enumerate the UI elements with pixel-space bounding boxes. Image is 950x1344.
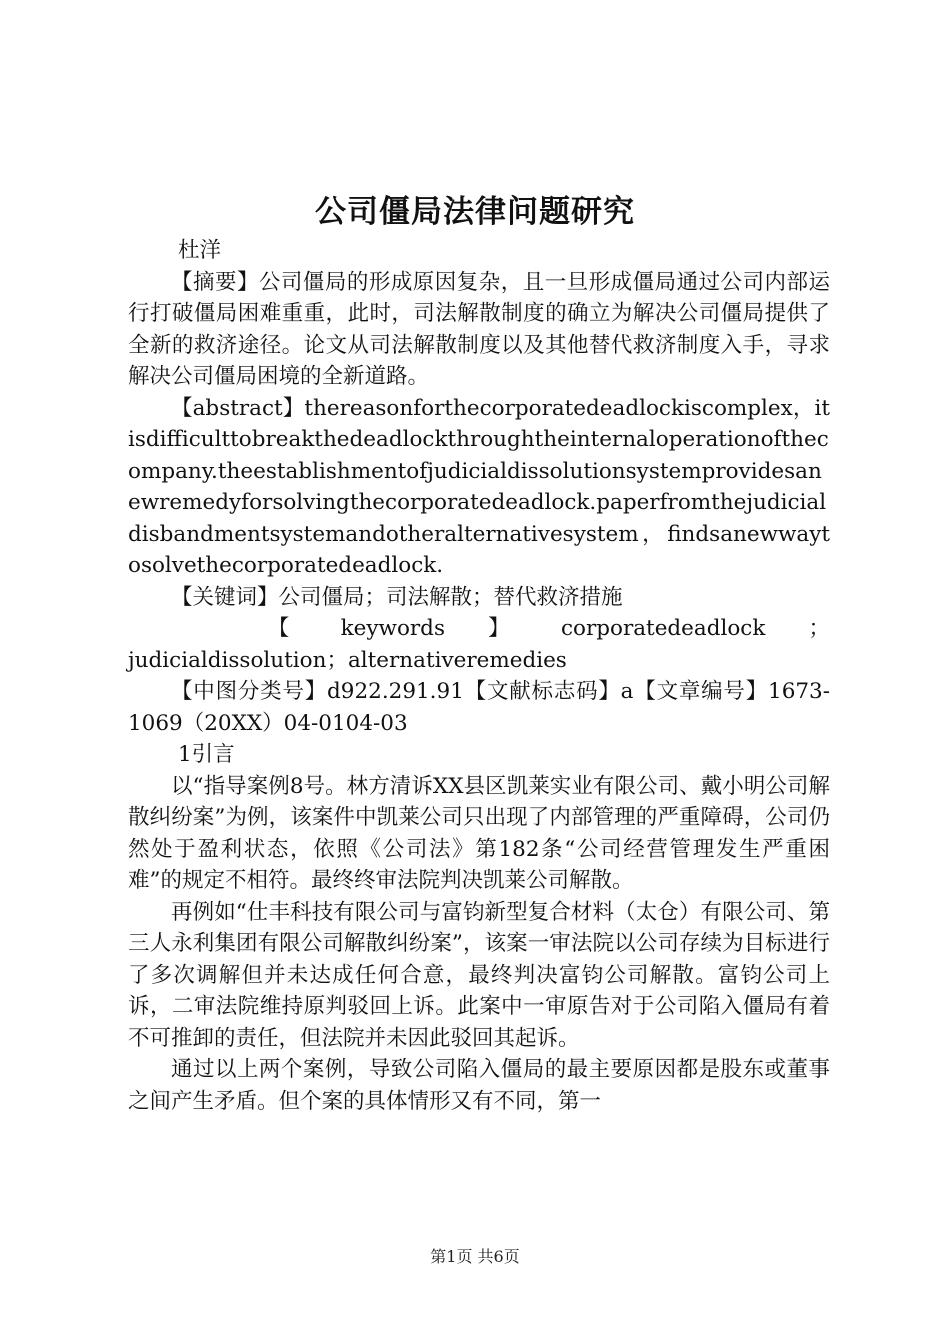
abstract-chinese: 【摘要】公司僵局的形成原因复杂，且一旦形成僵局通过公司内部运行打破僵局困难重重，此时，司法解散制度的确立为解决公司僵局提供了全新的救济途径。论文从司法解散制度以及其他替代救济制度入手，寻求解决公司僵局困境的全新道路。 [128, 269, 830, 389]
abstract-english: 【abstract】thereasonforthecorporatedeadlockiscomplex，itisdifficulttobreakthedeadlockthroughtheinternaloperationofthecompany.theestablishmentofjudicialdissolutionsystemprovidesanewremedyforsolvingthecorporatedeadlock.paperfromthejudicialdisbandmentsystemandotheralternativesystem，findsanewwaytosolvethecorporatedeadlock. [128, 395, 830, 578]
author-name: 杜洋 [178, 238, 222, 263]
section-heading: 1引言 [178, 742, 235, 767]
document-title: 公司僵局法律问题研究 [315, 194, 635, 230]
classification-info: 【中图分类号】d922.291.91【文献标志码】a【文章编号】1673-1069（20XX）04-0104-03 [128, 679, 830, 736]
body-paragraph: 以“指导案例8号。林方清诉XX县区凯莱实业有限公司、戴小明公司解散纠纷案”为例，该案件中凯莱公司只出现了内部管理的严重障碍，公司仍然处于盈利状态，依照《公司法》第182条“公司经营管理发生严重困难”的规定不相符。最终终审法院判决凯莱公司解散。 [128, 773, 830, 893]
body-paragraph: 通过以上两个案例，导致公司陷入僵局的最主要原因都是股东或董事之间产生矛盾。但个案的具体情形又有不同，第一 [128, 1057, 830, 1114]
page-footer: 第1页 共6页 [430, 1247, 520, 1266]
keywords-english: 【 keywords 】 corporatedeadlock ；judicialdissolution；alternativeremedies [128, 616, 830, 673]
document-body [128, 235, 830, 1117]
body-paragraph: 再例如“仕丰科技有限公司与富钧新型复合材料（太仓）有限公司、第三人永利集团有限公司解散纠纷案”，该案一审法院以公司存续为目标进行了多次调解但并未达成任何合意，最终判决富钧公司解散。富钧公司上诉，二审法院维持原判驳回上诉。此案中一审原告对于公司陷入僵局有着不可推卸的责任，但法院并未因此驳回其起诉。 [128, 899, 830, 1051]
keywords-chinese: 【关键词】公司僵局；司法解散；替代救济措施 [171, 584, 623, 610]
